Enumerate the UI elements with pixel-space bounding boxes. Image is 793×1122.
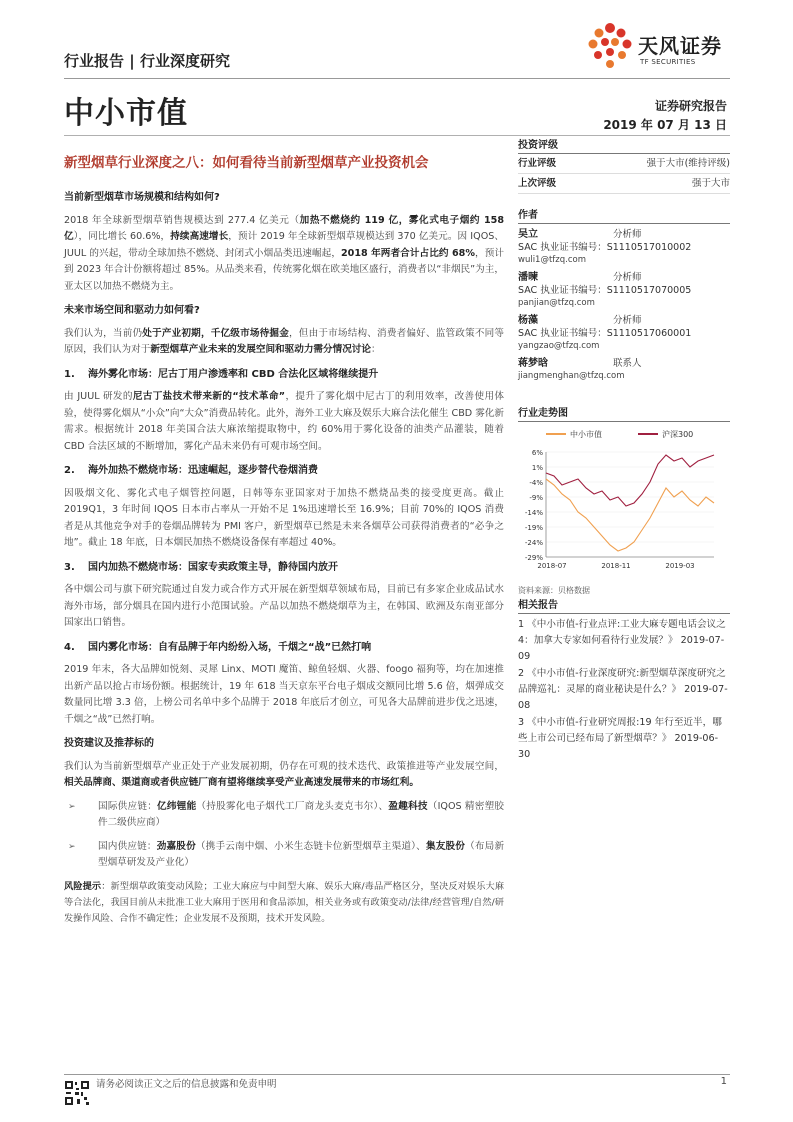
author-email[interactable]: jiangmenghan@tfzq.com xyxy=(518,371,625,381)
paragraph-overseas-vapor: 由 JUUL 研发的尼古丁盐技术带来新的“技术革命”，提升了雾化烟中尼古丁的利用效率，改善使用体验，使得雾化烟从“小众”向“大众”消费品转化。此外，海外工业大麻及娱乐大麻合法化催生 CBD 雾化新需求。根据统计 2018 年美国合法大麻浓缩提取物中，约 60%用于雾化设备的油类产品灌装，随着 CBD 合法区域的不断增加，雾化产品未来仍有可观市场空间。 xyxy=(64,391,504,452)
header-rule xyxy=(64,78,730,79)
arrow-bullet-icon: ➢ xyxy=(68,801,76,812)
legend-label: 中小市值 xyxy=(570,430,602,439)
page-number: 1 xyxy=(720,1076,727,1087)
logo-icon xyxy=(585,22,635,72)
author-entry: 杨藻 分析师 SAC 执业证书编号：S1110517060001 yangzao@tfzq.com xyxy=(518,314,730,353)
authors-panel xyxy=(518,206,730,383)
report-subtitle: 新型烟草行业深度之八：如何看待当前新型烟草产业投资机会 xyxy=(64,155,429,171)
trend-title: 行业走势图 xyxy=(518,404,730,422)
bullet-international-supply: ➢ 国际供应链：亿纬锂能（持股雾化电子烟代工厂商龙头麦克韦尔）、盈趣科技（IQOS 精密塑胶件二级供应商） xyxy=(68,800,505,828)
section-1-heading: 1. 海外雾化市场：尼古丁用户渗透率和 CBD 合法化区域将继续提升 xyxy=(64,368,379,380)
report-type: 行业报告 xyxy=(64,52,125,70)
x-tick-label: 2018-07 xyxy=(537,562,567,570)
company-name-en: TF SECURITIES xyxy=(640,58,696,66)
related-panel xyxy=(518,596,730,764)
company-name-cn: 天风证券 xyxy=(638,34,722,58)
author-entry: 吴立 分析师 SAC 执业证书编号：S1110517010002 wuli1@tfzq.com xyxy=(518,228,730,267)
authors-title: 作者 xyxy=(518,206,730,224)
x-tick-label: 2018-11 xyxy=(601,562,631,570)
legend-label: 沪深300 xyxy=(662,430,694,439)
author-email[interactable]: panjian@tfzq.com xyxy=(518,298,595,308)
y-tick-label: -14% xyxy=(524,509,543,517)
y-tick-label: 1% xyxy=(531,464,543,472)
main-content xyxy=(64,190,504,934)
trend-panel xyxy=(518,404,730,596)
y-tick-label: -29% xyxy=(524,554,543,562)
author-entry: 蒋梦晗 联系人 jiangmenghan@tfzq.com xyxy=(518,357,730,383)
related-report[interactable]: 2 《中小市值-行业深度研究:新型烟草深度研究之品牌巡礼：灵犀的商业秘诀是什么？》 2019-07-08 xyxy=(518,668,728,711)
footer-rule xyxy=(64,1074,730,1075)
bullet-domestic-supply: ➢ 国内供应链：劲嘉股份（携手云南中烟、小米生态链卡位新型烟草主渠道）、集友股份（布局新型烟草研发及产业化） xyxy=(68,840,505,868)
page-title: 中小市值 xyxy=(64,96,188,131)
question-2: 未来市场空间和驱动力如何看? xyxy=(64,305,200,316)
x-tick-label: 2019-03 xyxy=(665,562,695,570)
section-3-heading: 3. 国内加热不燃烧市场：国家专卖政策主导，静待国内放开 xyxy=(64,561,338,573)
rating-title: 投资评级 xyxy=(518,136,730,154)
rating-panel xyxy=(518,136,730,194)
paragraph-market-size: 2018 年全球新型烟草销售规模达到 277.4 亿美元（加热不燃烧约 119 亿，雾化式电子烟约 158 亿），同比增长 60.6%，持续高速增长，预计 2019 年全球新型烟草规模达到 370 亿美元。因 IQOS、JUUL 的兴起，带动全球加热不燃烧、封闭式小烟品类迅速崛起，2018 年两者合计占比约 68%，预计到 2023 年合计份额将超过 85%。从品类来看，传统雾化烟在欧美地区盛行，消费者以“非烟民”为主，亚太区以加热不燃烧为主。 xyxy=(64,214,505,292)
y-tick-label: -24% xyxy=(524,539,543,547)
paragraph-investment: 我们认为当前新型烟草产业正处于产业发展初期，仍存在可观的技术迭代、政策推进等产业发展空间，相关品牌商、渠道商或者供应链厂商有望将继续享受产业高速发展带来的市场红利。 xyxy=(64,760,504,788)
chart-source: 资料来源：贝格数据 xyxy=(518,586,590,595)
report-subtype: 行业深度研究 xyxy=(139,52,230,70)
trend-chart xyxy=(518,422,730,580)
section-2-heading: 2. 海外加热不燃烧市场：迅速崛起，逐步替代卷烟消费 xyxy=(64,465,318,476)
footer-disclaimer: 请务必阅读正文之后的信息披露和免责申明 xyxy=(96,1079,277,1090)
separator: | xyxy=(129,52,135,70)
report-date: 2019 年 07 月 13 日 xyxy=(603,118,727,132)
y-tick-label: 6% xyxy=(531,449,543,457)
qr-code-icon xyxy=(64,1080,90,1106)
y-tick-label: -19% xyxy=(524,524,543,532)
section-4-heading: 4. 国内雾化市场：自有品牌于年内纷纷入场，千烟之“战”已然打响 xyxy=(64,641,372,653)
arrow-bullet-icon: ➢ xyxy=(68,841,76,852)
paragraph-overseas-htp: 因吸烟文化、雾化式电子烟管控问题，日韩等东亚国家对于加热不燃烧品类的接受度更高。截止 2019Q1，3 年时间 IQOS 日本市占率从一开始不足 1%迅速增长至 16.9%；目前 70%的 IQOS 消费者是从其他竞争对手的卷烟品牌转为 PMI 客户，新型烟草已然是未来各烟草公司获得消费者的“必争之地”。截止 18 年底，日本烟民加热不燃烧设备保有率超过 40%。 xyxy=(64,487,504,548)
related-report[interactable]: 1 《中小市值-行业点评:工业大麻专题电话会议之 4：加拿大专家如何看待行业发展？》 2019-07-09 xyxy=(518,619,726,662)
question-3: 投资建议及推荐标的 xyxy=(64,738,154,749)
company-logo xyxy=(585,22,745,74)
paragraph-domestic-vapor: 2019 年末，各大品牌如悦刻、灵犀 Linx、MOTI 魔笛、鲸鱼轻烟、火器、foogo 福狗等，均在加速推出新产品以抢占市场份额。根据统计，19 年 618 当天京东平台电子烟成交额同比增 5.6 倍，烟弹成交数量同比增 3.3 倍，上榜公司名单中多个品牌于 2018 年底后才创立，可见各大品牌前进步伐之迅速，千烟之“战”已然打响。 xyxy=(64,664,504,725)
author-entry: 潘暕 分析师 SAC 执业证书编号：S1110517070005 panjian@tfzq.com xyxy=(518,271,730,310)
previous-rating-row: 上次评级 强于大市 xyxy=(518,174,730,194)
related-list xyxy=(518,617,730,763)
paragraph-domestic-htp: 各中烟公司与旗下研究院通过自发力或合作方式开展在新型烟草领域布局，目前已有多家企业成品试水海外市场，部分烟具在国内进行小范围试验。产品以加热不燃烧烟草为主，在韩国、欧洲及东南亚部分国家出口销售。 xyxy=(64,584,504,628)
report-kind: 证券研究报告 xyxy=(654,99,727,113)
risk-warning: 风险提示：新型烟草政策变动风险；工业大麻应与中间型大麻、娱乐大麻/毒品严格区分，坚决反对娱乐大麻等合法化，我国目前从未批准工业大麻用于医用和食品添加，相关业务或有政策变动/法律/经营管理/自然/研发操作风险、合作不确定性；企业发展不及预期，技术开发风险。 xyxy=(64,880,505,924)
industry-rating-row: 行业评级 强于大市(维持评级) xyxy=(518,154,730,174)
series-line-1 xyxy=(546,479,714,551)
related-report[interactable]: 3 《中小市值-行业研究周报:19 年行至近半，哪些上市公司已经布局了新型烟草？》 2019-06-30 xyxy=(518,717,722,760)
y-tick-label: -9% xyxy=(529,494,543,502)
author-email[interactable]: yangzao@tfzq.com xyxy=(518,341,600,351)
author-email[interactable]: wuli1@tfzq.com xyxy=(518,255,587,265)
paragraph-outlook: 我们认为，当前仍处于产业初期，千亿级市场待掘金，但由于市场结构、消费者偏好、监管政策不同等原因，我们认为对于新型烟草产业未来的发展空间和驱动力需分情况讨论： xyxy=(64,327,505,355)
report-category xyxy=(64,50,230,71)
related-title: 相关报告 xyxy=(518,596,730,614)
question-1: 当前新型烟草市场规模和结构如何? xyxy=(64,192,220,203)
y-tick-label: -4% xyxy=(529,479,543,487)
